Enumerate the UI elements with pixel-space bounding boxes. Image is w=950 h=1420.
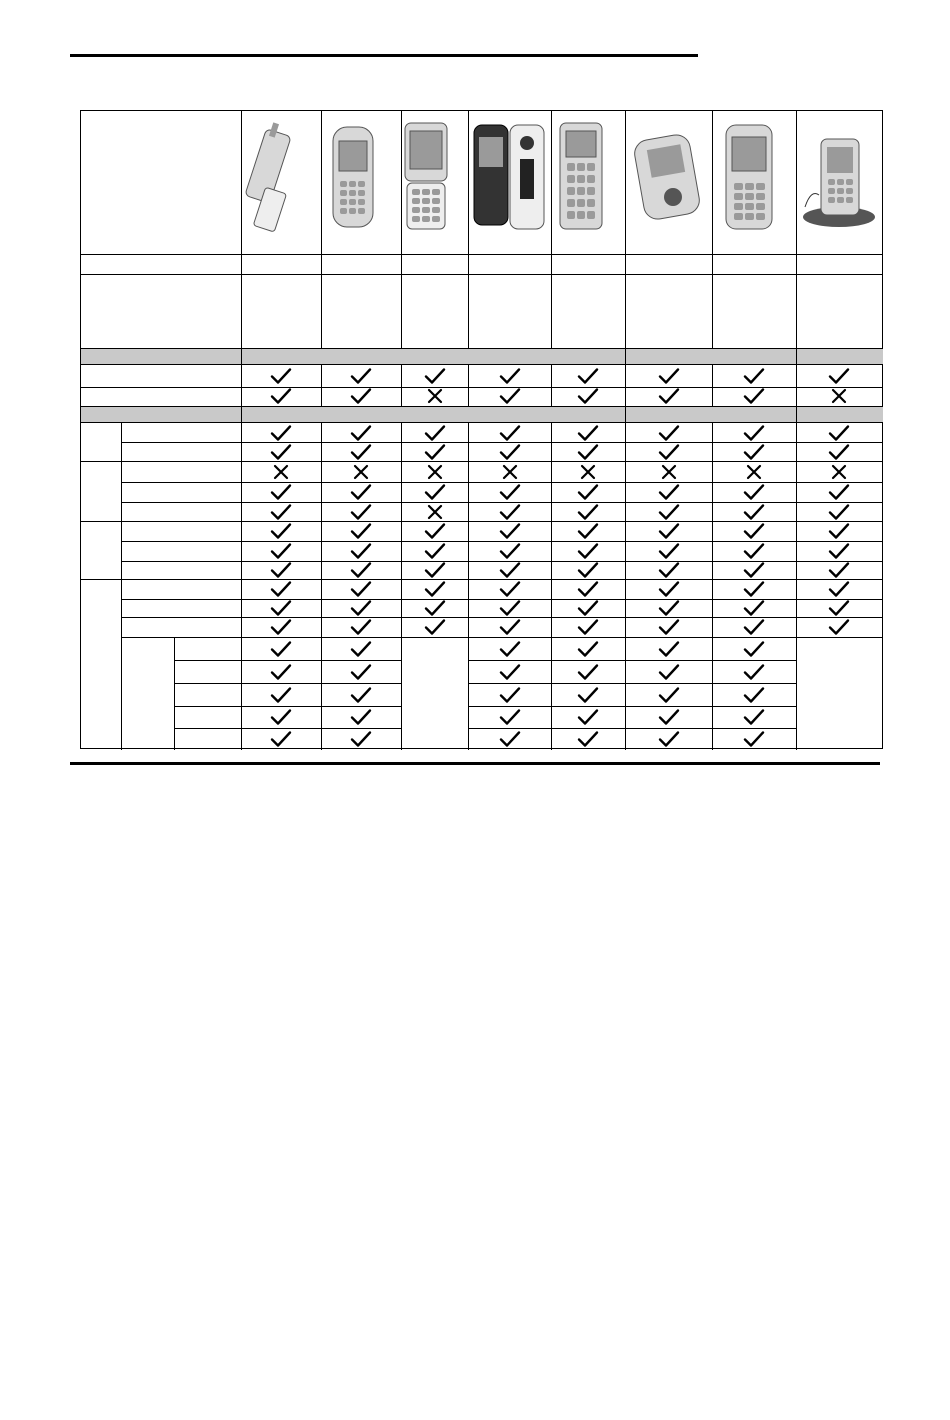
cross-icon [424, 503, 446, 521]
check-icon [658, 387, 680, 405]
check-icon [577, 367, 599, 385]
check-icon [424, 483, 446, 501]
check-icon [499, 483, 521, 501]
check-icon [828, 542, 850, 560]
check-icon [270, 663, 292, 681]
check-icon [270, 599, 292, 617]
check-icon [577, 424, 599, 442]
check-icon [743, 640, 765, 658]
check-icon [743, 708, 765, 726]
check-icon [270, 640, 292, 658]
check-icon [270, 443, 292, 461]
check-icon [424, 561, 446, 579]
check-icon [743, 730, 765, 748]
check-icon [658, 561, 680, 579]
column-divider [796, 111, 797, 348]
check-icon [350, 686, 372, 704]
check-icon [270, 387, 292, 405]
check-icon [499, 387, 521, 405]
check-icon [350, 503, 372, 521]
check-icon [424, 522, 446, 540]
column-divider [174, 637, 175, 750]
column-divider [468, 111, 469, 348]
column-divider [401, 111, 402, 348]
check-icon [828, 599, 850, 617]
cross-icon [424, 463, 446, 481]
check-icon [577, 599, 599, 617]
check-icon [743, 367, 765, 385]
check-icon [577, 663, 599, 681]
check-icon [350, 640, 372, 658]
check-icon [499, 640, 521, 658]
check-icon [658, 424, 680, 442]
column-divider [712, 365, 713, 406]
check-icon [350, 708, 372, 726]
column-divider [551, 365, 552, 406]
check-icon [743, 522, 765, 540]
section-band [81, 348, 883, 365]
column-divider [401, 423, 402, 750]
check-icon [658, 580, 680, 598]
column-divider [625, 348, 626, 365]
check-icon [499, 424, 521, 442]
check-icon [658, 503, 680, 521]
check-icon [828, 483, 850, 501]
check-icon [743, 503, 765, 521]
check-icon [350, 443, 372, 461]
check-icon [270, 561, 292, 579]
row-divider [174, 660, 401, 661]
check-icon [743, 483, 765, 501]
phone-p800-pda-icon [629, 119, 709, 234]
check-icon [499, 522, 521, 540]
column-divider [625, 406, 626, 423]
check-icon [350, 522, 372, 540]
check-icon [350, 730, 372, 748]
check-icon [743, 424, 765, 442]
check-icon [270, 542, 292, 560]
cross-icon [828, 463, 850, 481]
check-icon [499, 663, 521, 681]
check-icon [424, 599, 446, 617]
column-divider [625, 111, 626, 348]
check-icon [828, 367, 850, 385]
check-icon [350, 580, 372, 598]
check-icon [270, 424, 292, 442]
check-icon [350, 663, 372, 681]
check-icon [743, 599, 765, 617]
row-divider [468, 683, 796, 684]
check-icon [658, 730, 680, 748]
top-rule [70, 54, 698, 57]
check-icon [499, 542, 521, 560]
check-icon [828, 424, 850, 442]
column-divider [468, 365, 469, 406]
row-divider [81, 254, 883, 255]
check-icon [270, 522, 292, 540]
check-icon [828, 522, 850, 540]
check-icon [577, 730, 599, 748]
check-icon [577, 443, 599, 461]
check-icon [743, 686, 765, 704]
check-icon [828, 443, 850, 461]
check-icon [499, 580, 521, 598]
cross-icon [424, 387, 446, 405]
check-icon [350, 599, 372, 617]
column-divider [241, 406, 242, 423]
column-divider [551, 111, 552, 348]
check-icon [743, 663, 765, 681]
check-icon [499, 367, 521, 385]
check-icon [828, 503, 850, 521]
cross-icon [577, 463, 599, 481]
cross-icon [270, 463, 292, 481]
column-divider [241, 111, 242, 348]
phone-t68-bar-icon [321, 119, 401, 234]
check-icon [270, 686, 292, 704]
compatibility-table [80, 110, 883, 749]
check-icon [577, 618, 599, 636]
check-icon [350, 561, 372, 579]
check-icon [828, 618, 850, 636]
column-divider [401, 365, 402, 406]
row-divider [121, 637, 883, 638]
bottom-rule [70, 762, 880, 765]
check-icon [828, 580, 850, 598]
check-icon [658, 663, 680, 681]
column-divider [241, 348, 242, 365]
check-icon [499, 443, 521, 461]
check-icon [658, 367, 680, 385]
column-divider [241, 365, 242, 406]
check-icon [424, 542, 446, 560]
check-icon [499, 618, 521, 636]
column-divider [551, 423, 552, 750]
column-divider [321, 423, 322, 750]
check-icon [743, 580, 765, 598]
check-icon [424, 580, 446, 598]
check-icon [270, 503, 292, 521]
check-icon [828, 561, 850, 579]
column-divider [321, 365, 322, 406]
check-icon [577, 522, 599, 540]
check-icon [658, 686, 680, 704]
check-icon [350, 483, 372, 501]
column-divider [712, 111, 713, 348]
check-icon [270, 367, 292, 385]
row-divider [174, 706, 401, 707]
check-icon [270, 483, 292, 501]
phone-t630-bar-icon [548, 119, 628, 234]
check-icon [658, 483, 680, 501]
check-icon [658, 522, 680, 540]
check-icon [270, 618, 292, 636]
check-icon [743, 443, 765, 461]
row-divider [468, 660, 796, 661]
phone-t610-pair-icon [470, 119, 550, 234]
check-icon [577, 640, 599, 658]
check-icon [577, 503, 599, 521]
check-icon [577, 542, 599, 560]
phone-t600-flip-icon [395, 119, 475, 234]
check-icon [270, 730, 292, 748]
row-divider [468, 706, 796, 707]
check-icon [350, 542, 372, 560]
cross-icon [350, 463, 372, 481]
check-icon [350, 424, 372, 442]
check-icon [577, 686, 599, 704]
check-icon [499, 503, 521, 521]
check-icon [743, 387, 765, 405]
column-divider [796, 365, 797, 406]
section-band [81, 406, 883, 423]
check-icon [499, 561, 521, 579]
column-divider [321, 111, 322, 348]
check-icon [658, 618, 680, 636]
check-icon [658, 443, 680, 461]
check-icon [270, 708, 292, 726]
check-icon [577, 483, 599, 501]
phone-k700-bar-icon [714, 119, 794, 234]
row-divider [81, 274, 883, 275]
column-divider [625, 365, 626, 406]
check-icon [743, 618, 765, 636]
column-divider [468, 423, 469, 750]
check-icon [424, 443, 446, 461]
column-divider [712, 423, 713, 750]
check-icon [499, 708, 521, 726]
column-divider [796, 406, 797, 423]
check-icon [499, 686, 521, 704]
check-icon [658, 542, 680, 560]
check-icon [658, 599, 680, 617]
check-icon [499, 599, 521, 617]
row-divider [174, 683, 401, 684]
check-icon [270, 580, 292, 598]
check-icon [658, 640, 680, 658]
check-icon [658, 708, 680, 726]
column-divider [796, 423, 797, 750]
phone-p900-docked-icon [799, 119, 879, 234]
column-divider [121, 423, 122, 750]
check-icon [424, 424, 446, 442]
cross-icon [658, 463, 680, 481]
check-icon [350, 367, 372, 385]
column-divider [796, 348, 797, 365]
check-icon [743, 561, 765, 579]
check-icon [577, 561, 599, 579]
check-icon [499, 730, 521, 748]
check-icon [424, 367, 446, 385]
check-icon [577, 580, 599, 598]
check-icon [350, 618, 372, 636]
cross-icon [743, 463, 765, 481]
check-icon [577, 387, 599, 405]
cross-icon [828, 387, 850, 405]
check-icon [577, 708, 599, 726]
column-divider [241, 423, 242, 750]
check-icon [350, 387, 372, 405]
check-icon [424, 618, 446, 636]
column-divider [625, 423, 626, 750]
cross-icon [499, 463, 521, 481]
phone-t39-open-flip-icon [241, 119, 321, 234]
check-icon [743, 542, 765, 560]
